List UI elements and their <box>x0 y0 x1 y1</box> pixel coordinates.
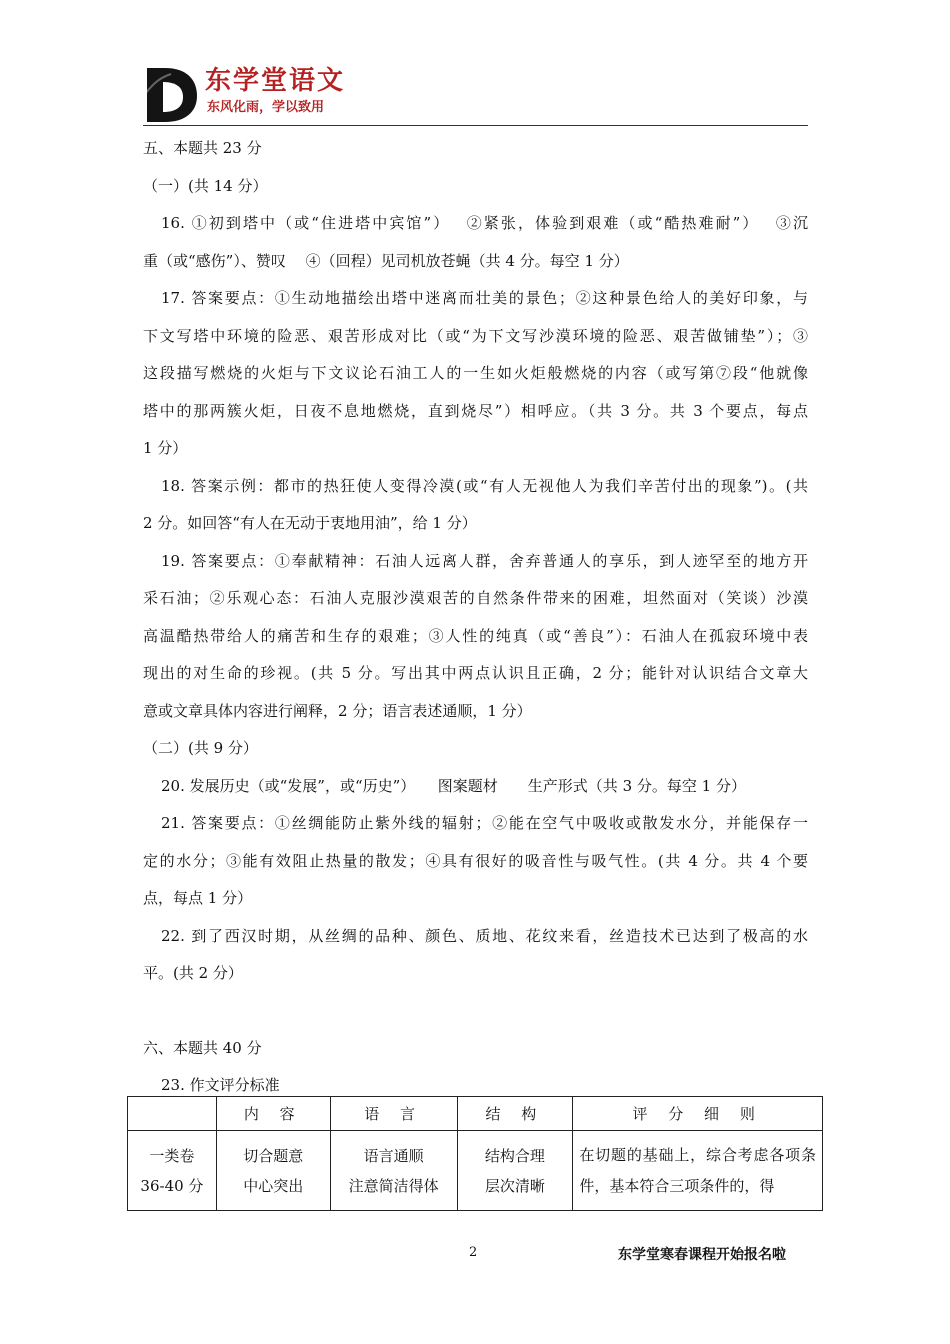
structure-criterion-2: 层次清晰 <box>484 1176 545 1195</box>
scoring-rule-cell: 在切题的基础上，综合考虑各项条件，基本符合三项条件的，得 <box>573 1131 823 1211</box>
answer-20-line-1: 20. 发展历史（或“发展”，或“历史”） 图案题材 生产形式（共 3 分。每空 1 分） <box>161 776 746 795</box>
content-criterion-1: 切合题意 <box>243 1146 304 1165</box>
table-header-content: 内 容 <box>216 1097 330 1131</box>
page-number: 2 <box>469 1245 478 1260</box>
subsection-two-heading: （二）(共 9 分） <box>143 739 258 757</box>
grade-label: 一类卷 <box>149 1146 195 1165</box>
answer-22-line-2: 平。(共 2 分） <box>143 964 243 982</box>
answer-17-line-4: 塔中的那两簇火炬，日夜不息地燃烧，直到烧尽”）相呼应。（共 3 分。共 3 个要点，每点 <box>143 401 808 420</box>
subsection-one-heading: （一）(共 14 分） <box>143 176 268 195</box>
table-header-row <box>128 1097 823 1131</box>
content-criterion-2: 中心突出 <box>243 1176 304 1195</box>
page-header <box>143 62 808 126</box>
header-divider <box>143 125 808 126</box>
answer-19-line-1: 19. 答案要点：①奉献精神：石油人远离人群，舍弃普通人的享乐，到人迹罕至的地方开 <box>161 551 808 570</box>
footer-promo-note: 东学堂寒春课程开始报名啦 <box>618 1247 786 1263</box>
table-header-grade <box>128 1097 217 1131</box>
blank-spacer <box>143 993 808 1030</box>
answer-16-line-2: 重（或“感伤”）、赞叹 ④（回程）见司机放苍蝇（共 4 分。每空 1 分） <box>143 251 629 270</box>
brand-slogan: 东风化雨，学以致用 <box>207 100 325 115</box>
answer-21-line-3: 点，每点 1 分） <box>143 889 253 907</box>
answer-17-line-2: 下文写塔中环境的险恶、艰苦形成对比（或“为下文写沙漠环境的险恶、艰苦做铺垫”）；③ <box>143 326 808 345</box>
essay-scoring-table <box>127 1096 823 1211</box>
answer-17-line-1: 17. 答案要点：①生动地描绘出塔中迷离而壮美的景色；②这种景色给人的美好印象，与 <box>161 289 808 307</box>
answer-17-line-5: 1 分） <box>143 439 188 457</box>
answer-18-line-2: 2 分。如回答“有人在无动于衷地用油”，给 1 分） <box>143 514 477 532</box>
section-five-heading: 五、本题共 23 分 <box>143 139 262 157</box>
content-cell <box>216 1131 330 1211</box>
answer-22-line-1: 22. 到了西汉时期，从丝绸的品种、颜色、质地、花纹来看，丝造技术已达到了极高的水 <box>161 926 808 945</box>
table-header-rules: 评 分 细 则 <box>573 1097 823 1131</box>
brand-logo-icon <box>143 64 199 124</box>
answer-18-line-1: 18. 答案示例：都市的热狂使人变得冷漠(或“有人无视他人为我们辛苦付出的现象”)。(共 <box>161 476 808 495</box>
section-six-heading: 六、本题共 40 分 <box>143 1038 262 1057</box>
essay-criteria-title: 23. 作文评分标准 <box>161 1076 280 1094</box>
language-criterion-2: 注意简洁得体 <box>348 1176 439 1195</box>
table-header-language: 语 言 <box>330 1097 457 1131</box>
answer-key-body <box>143 130 808 1105</box>
answer-21-line-1: 21. 答案要点：①丝绸能防止紫外线的辐射；②能在空气中吸收或散发水分，并能保存一 <box>161 814 808 832</box>
structure-criterion-1: 结构合理 <box>484 1146 545 1165</box>
table-header-structure: 结 构 <box>457 1097 573 1131</box>
language-criterion-1: 语言通顺 <box>363 1146 424 1165</box>
answer-19-line-4: 现出的对生命的珍视。(共 5 分。写出其中两点认识且正确，2 分；能针对认识结合文章大 <box>143 664 808 682</box>
answer-19-line-2: 采石油；②乐观心态：石油人克服沙漠艰苦的自然条件带来的困难，坦然面对（笑谈）沙漠 <box>143 589 808 607</box>
grade-cell <box>128 1131 217 1211</box>
table-row <box>128 1131 823 1211</box>
language-cell <box>330 1131 457 1211</box>
structure-cell <box>457 1131 573 1211</box>
answer-19-line-3: 高温酷热带给人的痛苦和生存的艰难；③人性的纯真（或“善良”）：石油人在孤寂环境中表 <box>143 626 808 645</box>
answer-19-line-5: 意或文章具体内容进行阐释，2 分；语言表述通顺，1 分） <box>143 701 532 720</box>
answer-21-line-2: 定的水分；③能有效阻止热量的散发；④具有很好的吸音性与吸气性。(共 4 分。共 4 个要 <box>143 851 808 870</box>
grade-score: 36-40 分 <box>140 1176 204 1195</box>
brand-title: 东学堂语文 <box>205 66 346 96</box>
answer-17-line-3: 这段描写燃烧的火炬与下文议论石油工人的一生如火炬般燃烧的内容（或写第⑦段“他就像 <box>143 364 808 382</box>
answer-16-line-1: 16. ①初到塔中（或“住进塔中宾馆”） ②紧张，体验到艰难（或“酷热难耐”） ③沉 <box>161 214 808 232</box>
